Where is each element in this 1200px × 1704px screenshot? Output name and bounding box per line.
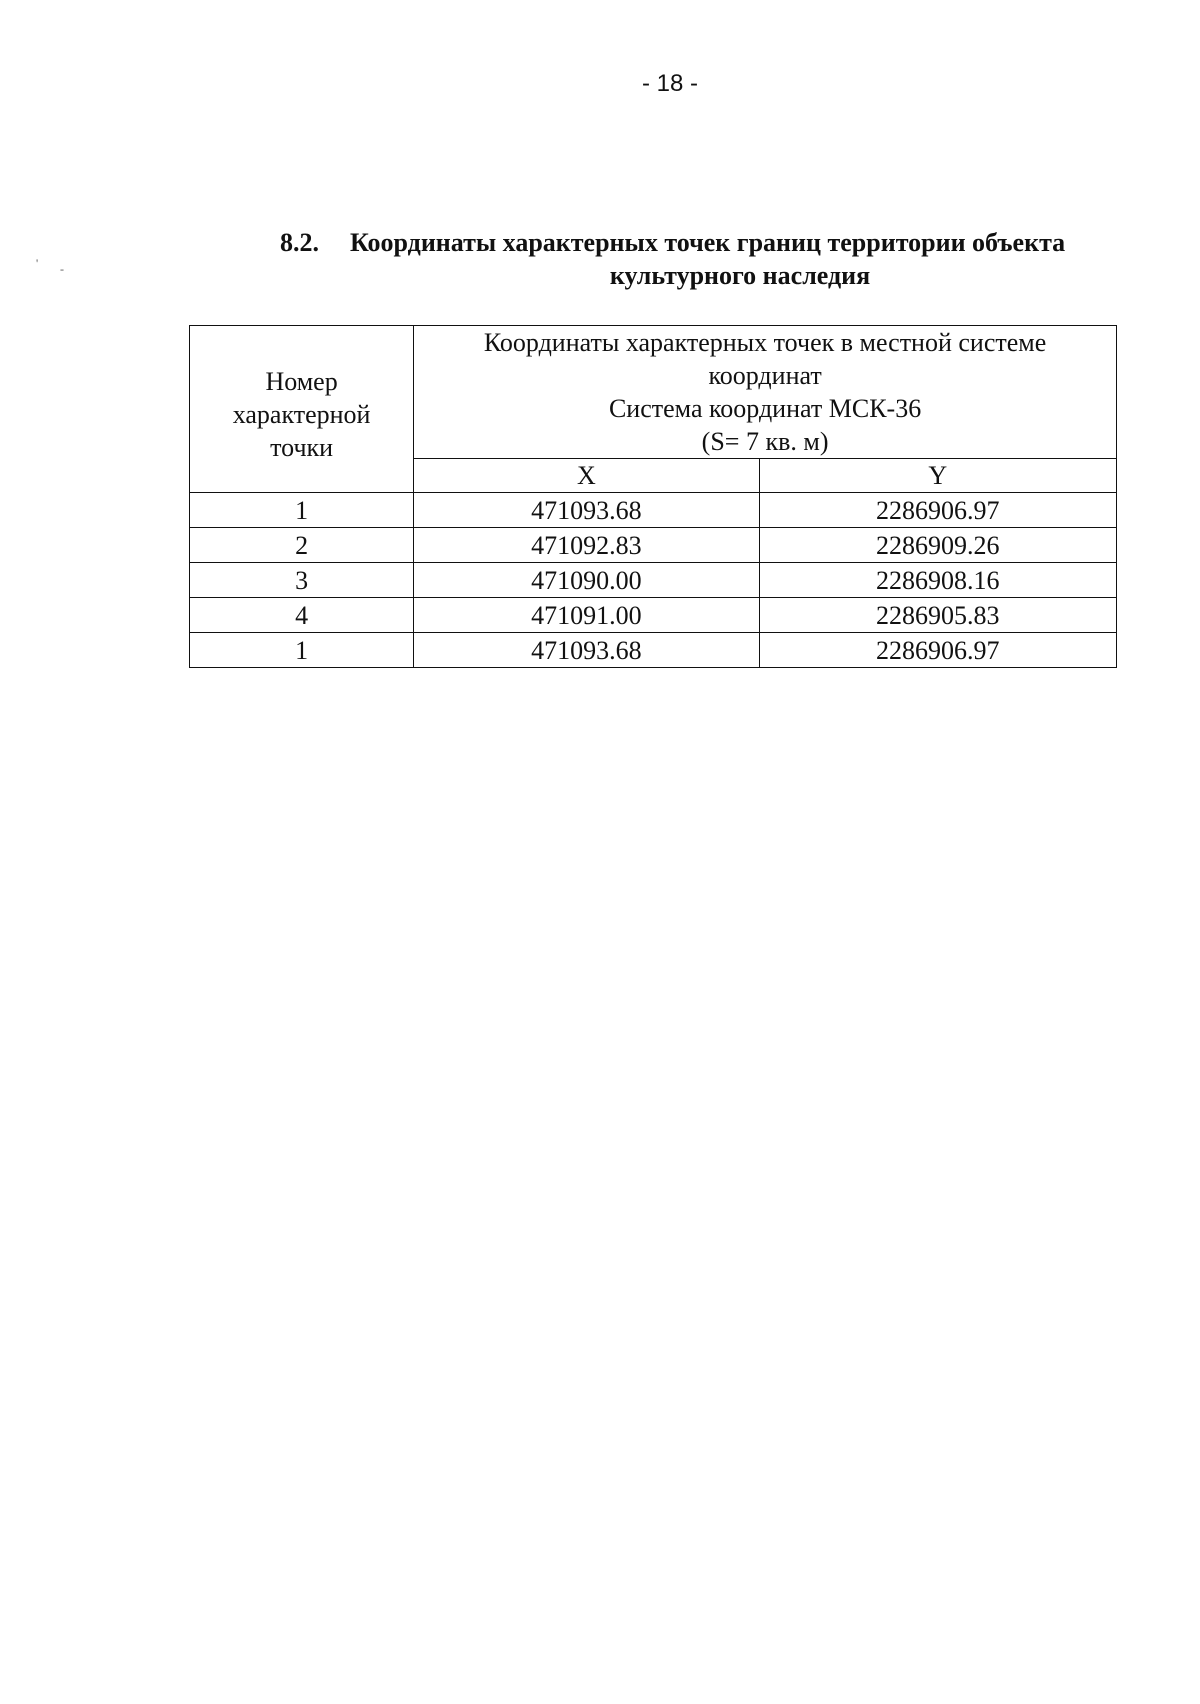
header-coordinates-line: (S= 7 кв. м) — [701, 427, 829, 456]
cell-x: 471090.00 — [414, 563, 759, 598]
cell-x: 471091.00 — [414, 598, 759, 633]
cell-point-number: 1 — [190, 633, 414, 668]
header-coordinates-line: Координаты характерных точек в местной системе — [483, 328, 1047, 357]
header-point-number-line: характерной — [232, 399, 371, 429]
table-row — [190, 493, 1117, 528]
cell-x: 471093.68 — [414, 493, 759, 528]
scan-speck: - — [60, 262, 64, 276]
header-coordinates-line: Система координат МСК-36 — [608, 394, 922, 423]
page-number: - 18 - — [641, 70, 698, 97]
scan-speck: ' — [36, 256, 39, 270]
header-point-number-line: Номер — [265, 366, 338, 396]
cell-x: 471093.68 — [414, 633, 759, 668]
table-row — [190, 528, 1117, 563]
cell-point-number: 1 — [190, 493, 414, 528]
table-row — [190, 563, 1117, 598]
section-title-line1: Координаты характерных точек границ территории объекта — [350, 228, 1066, 257]
header-coordinates — [414, 326, 1117, 459]
cell-point-number: 2 — [190, 528, 414, 563]
cell-y: 2286906.97 — [759, 633, 1116, 668]
coordinates-table — [189, 325, 1117, 668]
cell-y: 2286908.16 — [759, 563, 1116, 598]
cell-point-number: 3 — [190, 563, 414, 598]
cell-y: 2286909.26 — [759, 528, 1116, 563]
table-row — [190, 633, 1117, 668]
cell-y: 2286906.97 — [759, 493, 1116, 528]
header-y: Y — [759, 459, 1116, 493]
section-title-line2: культурного наследия — [609, 261, 871, 290]
section-heading-line1 — [280, 226, 1140, 259]
cell-x: 471092.83 — [414, 528, 759, 563]
section-number: 8.2. — [280, 228, 319, 257]
cell-y: 2286905.83 — [759, 598, 1116, 633]
header-point-number — [190, 326, 414, 493]
header-point-number-line: точки — [270, 432, 334, 462]
header-coordinates-line: координат — [708, 361, 822, 390]
cell-point-number: 4 — [190, 598, 414, 633]
header-x: X — [414, 459, 759, 493]
table-row — [190, 598, 1117, 633]
section-heading — [280, 226, 1140, 292]
